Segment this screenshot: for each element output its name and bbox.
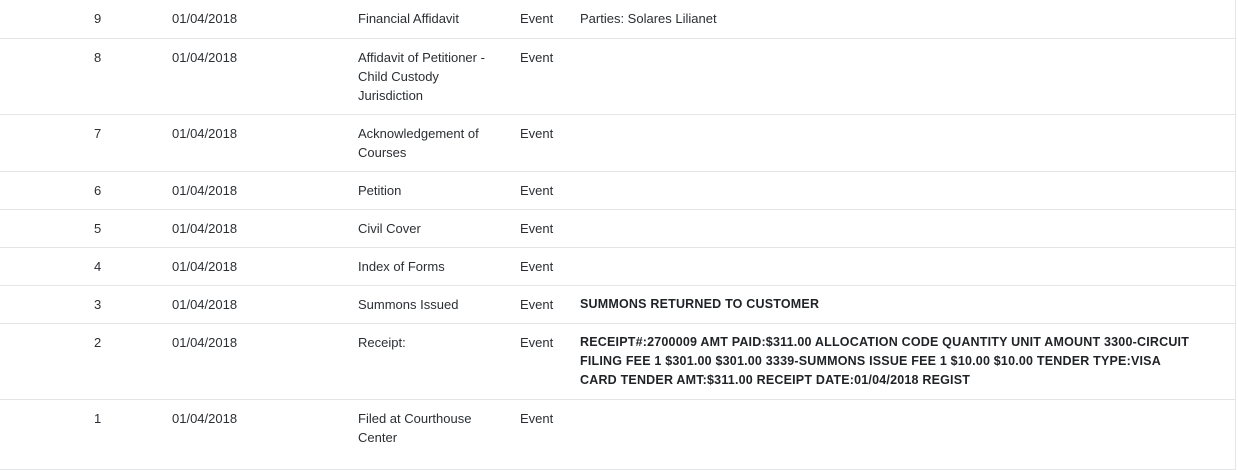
row-type: Event: [520, 297, 554, 312]
table-row: [0, 115, 1235, 172]
row-sequence: 8: [94, 50, 102, 65]
row-description: Index of Forms: [358, 259, 445, 274]
row-date: 01/04/2018: [172, 50, 238, 65]
row-comment: Parties: Solares Lilianet: [580, 11, 717, 26]
row-date: 01/04/2018: [172, 335, 238, 350]
row-sequence: 2: [94, 335, 102, 350]
row-description: Civil Cover: [358, 221, 421, 236]
row-description: Financial Affidavit: [358, 11, 459, 26]
row-date: 01/04/2018: [172, 411, 238, 426]
row-description: Receipt:: [358, 335, 406, 350]
row-sequence: 1: [94, 411, 102, 426]
row-type: Event: [520, 259, 554, 274]
row-type: Event: [520, 183, 554, 198]
row-date: 01/04/2018: [172, 297, 238, 312]
row-sequence: 9: [94, 11, 102, 26]
row-description: Affidavit of Petitioner - Child Custody Jurisdiction: [358, 50, 485, 103]
row-type: Event: [520, 335, 554, 350]
row-type: Event: [520, 126, 554, 141]
row-description: Petition: [358, 183, 402, 198]
row-description: Filed at Courthouse Center: [358, 411, 472, 445]
row-date: 01/04/2018: [172, 259, 238, 274]
row-comment: RECEIPT#:2700009 AMT PAID:$311.00 ALLOCATION CODE QUANTITY UNIT AMOUNT 3300-CIRCUIT FILING FEE 1 $301.00 $301.00 3339-SUMMONS ISSUE FEE 1 $10.00 $10.00 TENDER TYPE:VISA CARD TENDER AMT:$311.00 RECEIPT DATE:01/04/2018 REGIST: [580, 335, 1190, 387]
row-sequence: 6: [94, 183, 102, 198]
row-comment: SUMMONS RETURNED TO CUSTOMER: [580, 297, 820, 311]
row-type: Event: [520, 50, 554, 65]
table-row: [0, 39, 1235, 115]
row-type: Event: [520, 221, 554, 236]
row-description: Acknowledgement of Courses: [358, 126, 479, 160]
row-type: Event: [520, 11, 554, 26]
row-sequence: 7: [94, 126, 102, 141]
table-row: [0, 210, 1235, 248]
row-description: Summons Issued: [358, 297, 459, 312]
table-row: [0, 0, 1235, 39]
table-row: [0, 248, 1235, 286]
table-row: [0, 172, 1235, 210]
row-date: 01/04/2018: [172, 126, 238, 141]
row-date: 01/04/2018: [172, 183, 238, 198]
row-sequence: 3: [94, 297, 102, 312]
table-row: [0, 286, 1235, 324]
table-row: [0, 324, 1235, 400]
row-date: 01/04/2018: [172, 221, 238, 236]
row-sequence: 5: [94, 221, 102, 236]
row-type: Event: [520, 411, 554, 426]
row-date: 01/04/2018: [172, 11, 238, 26]
row-sequence: 4: [94, 259, 102, 274]
table-row: [0, 400, 1235, 470]
